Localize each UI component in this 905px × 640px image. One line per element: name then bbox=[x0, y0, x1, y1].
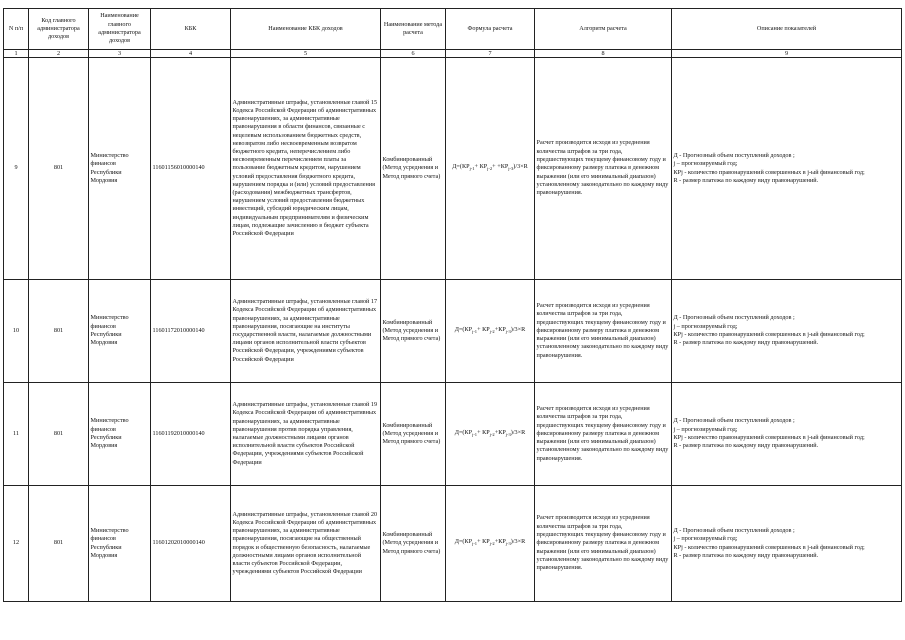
header-admin-name: Наименование главного администратора доходов bbox=[89, 9, 151, 50]
column-number: 4 bbox=[151, 50, 231, 58]
header-admin-code: Код главного администратора доходов bbox=[29, 9, 89, 50]
kbk-code: 11601156010000140 bbox=[151, 58, 231, 280]
header-algorithm: Алгоритм расчета bbox=[535, 9, 672, 50]
row-number: 10 bbox=[4, 280, 29, 383]
admin-name: Министерство финансов Республики Мордовия bbox=[89, 58, 151, 280]
admin-code: 801 bbox=[29, 486, 89, 602]
column-number: 3 bbox=[89, 50, 151, 58]
table-row bbox=[4, 383, 902, 486]
indicator-description: Д - Прогнозный объем поступлений доходов ; j – прогнозируемый год; КРj - количество правонарушений совершенных в j-ый финансовый год; R - размер платежа по каждому виду правонарушений. bbox=[672, 383, 902, 486]
row-number: 12 bbox=[4, 486, 29, 602]
column-number: 5 bbox=[231, 50, 381, 58]
algorithm: Расчет производится исходя из усреднения количества штрафов за три года, предшествующих текущему финансовому году и фиксированному размеру платежа в денежном выражении (или его минимальный диапазон) установленному законодательно по каждому виду правонарушения. bbox=[535, 280, 672, 383]
admin-code: 801 bbox=[29, 383, 89, 486]
row-number: 9 bbox=[4, 58, 29, 280]
kbk-name: Административные штрафы, установленные главой 15 Кодекса Российской Федерации об административных правонарушениях, за административные правонарушения в области финансов, связанные с нецелевым использованием бюджетных средств, невозвратом либо несвоевременным возвратом бюджетного кредита, неперечислением либо несвоевременным перечислением платы за пользование бюджетным кредитом, нарушением условий предоставления бюджетного кредита, нарушением порядка и (или) условий предоставления (расходования) межбюджетных трансфертов, нарушением условий предоставления бюджетных инвестиций, субсидий юридическим лицам, индивидуальным предпринимателям и физическим лицам, подлежащие зачислению в бюджет субъекта Российской Федерации bbox=[231, 58, 381, 280]
kbk-name: Административные штрафы, установленные главой 20 Кодекса Российской Федерации об административных правонарушениях, за административные правонарушения, посягающие на общественный порядок и общественную безопасность, налагаемые должностными лицами органов исполнительной власти субъектов Российской Федерации, учреждениями субъектов Российской Федерации bbox=[231, 486, 381, 602]
indicator-description: Д - Прогнозный объем поступлений доходов ; j – прогнозируемый год; КРj - количество правонарушений совершенных в j-ый финансовый год; R - размер платежа по каждому виду правонарушений. bbox=[672, 58, 902, 280]
header-kbk: КБК bbox=[151, 9, 231, 50]
kbk-code: 11601192010000140 bbox=[151, 383, 231, 486]
header-row bbox=[4, 9, 902, 50]
admin-name: Министерство финансов Республики Мордовия bbox=[89, 280, 151, 383]
column-number: 6 bbox=[381, 50, 446, 58]
admin-code: 801 bbox=[29, 58, 89, 280]
table-row bbox=[4, 280, 902, 383]
column-number-row bbox=[4, 50, 902, 58]
column-number: 1 bbox=[4, 50, 29, 58]
kbk-name: Административные штрафы, установленные главой 19 Кодекса Российской Федерации об административных правонарушениях, за административные правонарушения против порядка управления, налагаемые должностными лицами органов исполнительной власти субъектов Российской Федерации, учреждениями субъектов Российской Федерации bbox=[231, 383, 381, 486]
calc-method: Комбинированный (Метод усреднения и Метод прямого счета) bbox=[381, 383, 446, 486]
algorithm: Расчет производится исходя из усреднения количества штрафов за три года, предшествующих текущему финансовому году и фиксированному размеру платежа в денежном выражении (или его минимальный диапазон) установленному законодательно по каждому виду правонарушения. bbox=[535, 486, 672, 602]
calc-method: Комбинированный (Метод усреднения и Метод прямого счета) bbox=[381, 280, 446, 383]
table-row bbox=[4, 58, 902, 280]
kbk-name: Административные штрафы, установленные главой 17 Кодекса Российской Федерации об административных правонарушениях, за административные правонарушения, посягающие на институты государственной власти, налагаемые должностными лицами органов исполнительной власти субъектов Российской Федерации, учреждениями субъектов Российской Федерации bbox=[231, 280, 381, 383]
column-number: 7 bbox=[446, 50, 535, 58]
kbk-code: 11601172010000140 bbox=[151, 280, 231, 383]
algorithm: Расчет производится исходя из усреднения количества штрафов за три года, предшествующих текущему финансовому году и фиксированному размеру платежа в денежном выражении (или его минимальный диапазон) установленному законодательно по каждому виду правонарушения. bbox=[535, 58, 672, 280]
header-n: N п/п bbox=[4, 9, 29, 50]
calc-method: Комбинированный (Метод усреднения и Метод прямого счета) bbox=[381, 486, 446, 602]
header-formula: Формула расчета bbox=[446, 9, 535, 50]
header-description: Описание показателей bbox=[672, 9, 902, 50]
row-number: 11 bbox=[4, 383, 29, 486]
algorithm: Расчет производится исходя из усреднения количества штрафов за три года, предшествующих текущему финансовому году и фиксированному размеру платежа в денежном выражении (или его минимальный диапазон) установленному законодательно по каждому виду правонарушения. bbox=[535, 383, 672, 486]
table-row bbox=[4, 486, 902, 602]
indicator-description: Д - Прогнозный объем поступлений доходов ; j – прогнозируемый год; КРj - количество правонарушений совершенных в j-ый финансовый год; R - размер платежа по каждому виду правонарушений. bbox=[672, 280, 902, 383]
admin-name: Министерство финансов Республики Мордовия bbox=[89, 383, 151, 486]
formula: $Д=(КР_{j-1}+ КР_{j-2}+КР_{j-3})/3\times R$ bbox=[446, 383, 535, 486]
admin-name: Министерство финансов Республики Мордовия bbox=[89, 486, 151, 602]
header-kbk-name: Наименование КБК доходов bbox=[231, 9, 381, 50]
kbk-code: 11601202010000140 bbox=[151, 486, 231, 602]
formula: $Д=(КР_{j-1}+ КР_{j-2}+ +КР_{j-3})/3\times R$ bbox=[446, 58, 535, 280]
revenue-methodology-table bbox=[3, 8, 902, 602]
column-number: 8 bbox=[535, 50, 672, 58]
admin-code: 801 bbox=[29, 280, 89, 383]
formula: $Д=(КР_{j-1}+ КР_{j-2}+КР_{j-3})/3\times R$ bbox=[446, 280, 535, 383]
header-method: Наименование метода расчета bbox=[381, 9, 446, 50]
calc-method: Комбинированный (Метод усреднения и Метод прямого счета) bbox=[381, 58, 446, 280]
formula: $Д=(КР_{j-1}+ КР_{j-2}+КР_{j-3})/3\times R$ bbox=[446, 486, 535, 602]
column-number: 9 bbox=[672, 50, 902, 58]
column-number: 2 bbox=[29, 50, 89, 58]
indicator-description: Д - Прогнозный объем поступлений доходов ; j – прогнозируемый год; КРj - количество правонарушений совершенных в j-ый финансовый год; R - размер платежа по каждому виду правонарушений. bbox=[672, 486, 902, 602]
